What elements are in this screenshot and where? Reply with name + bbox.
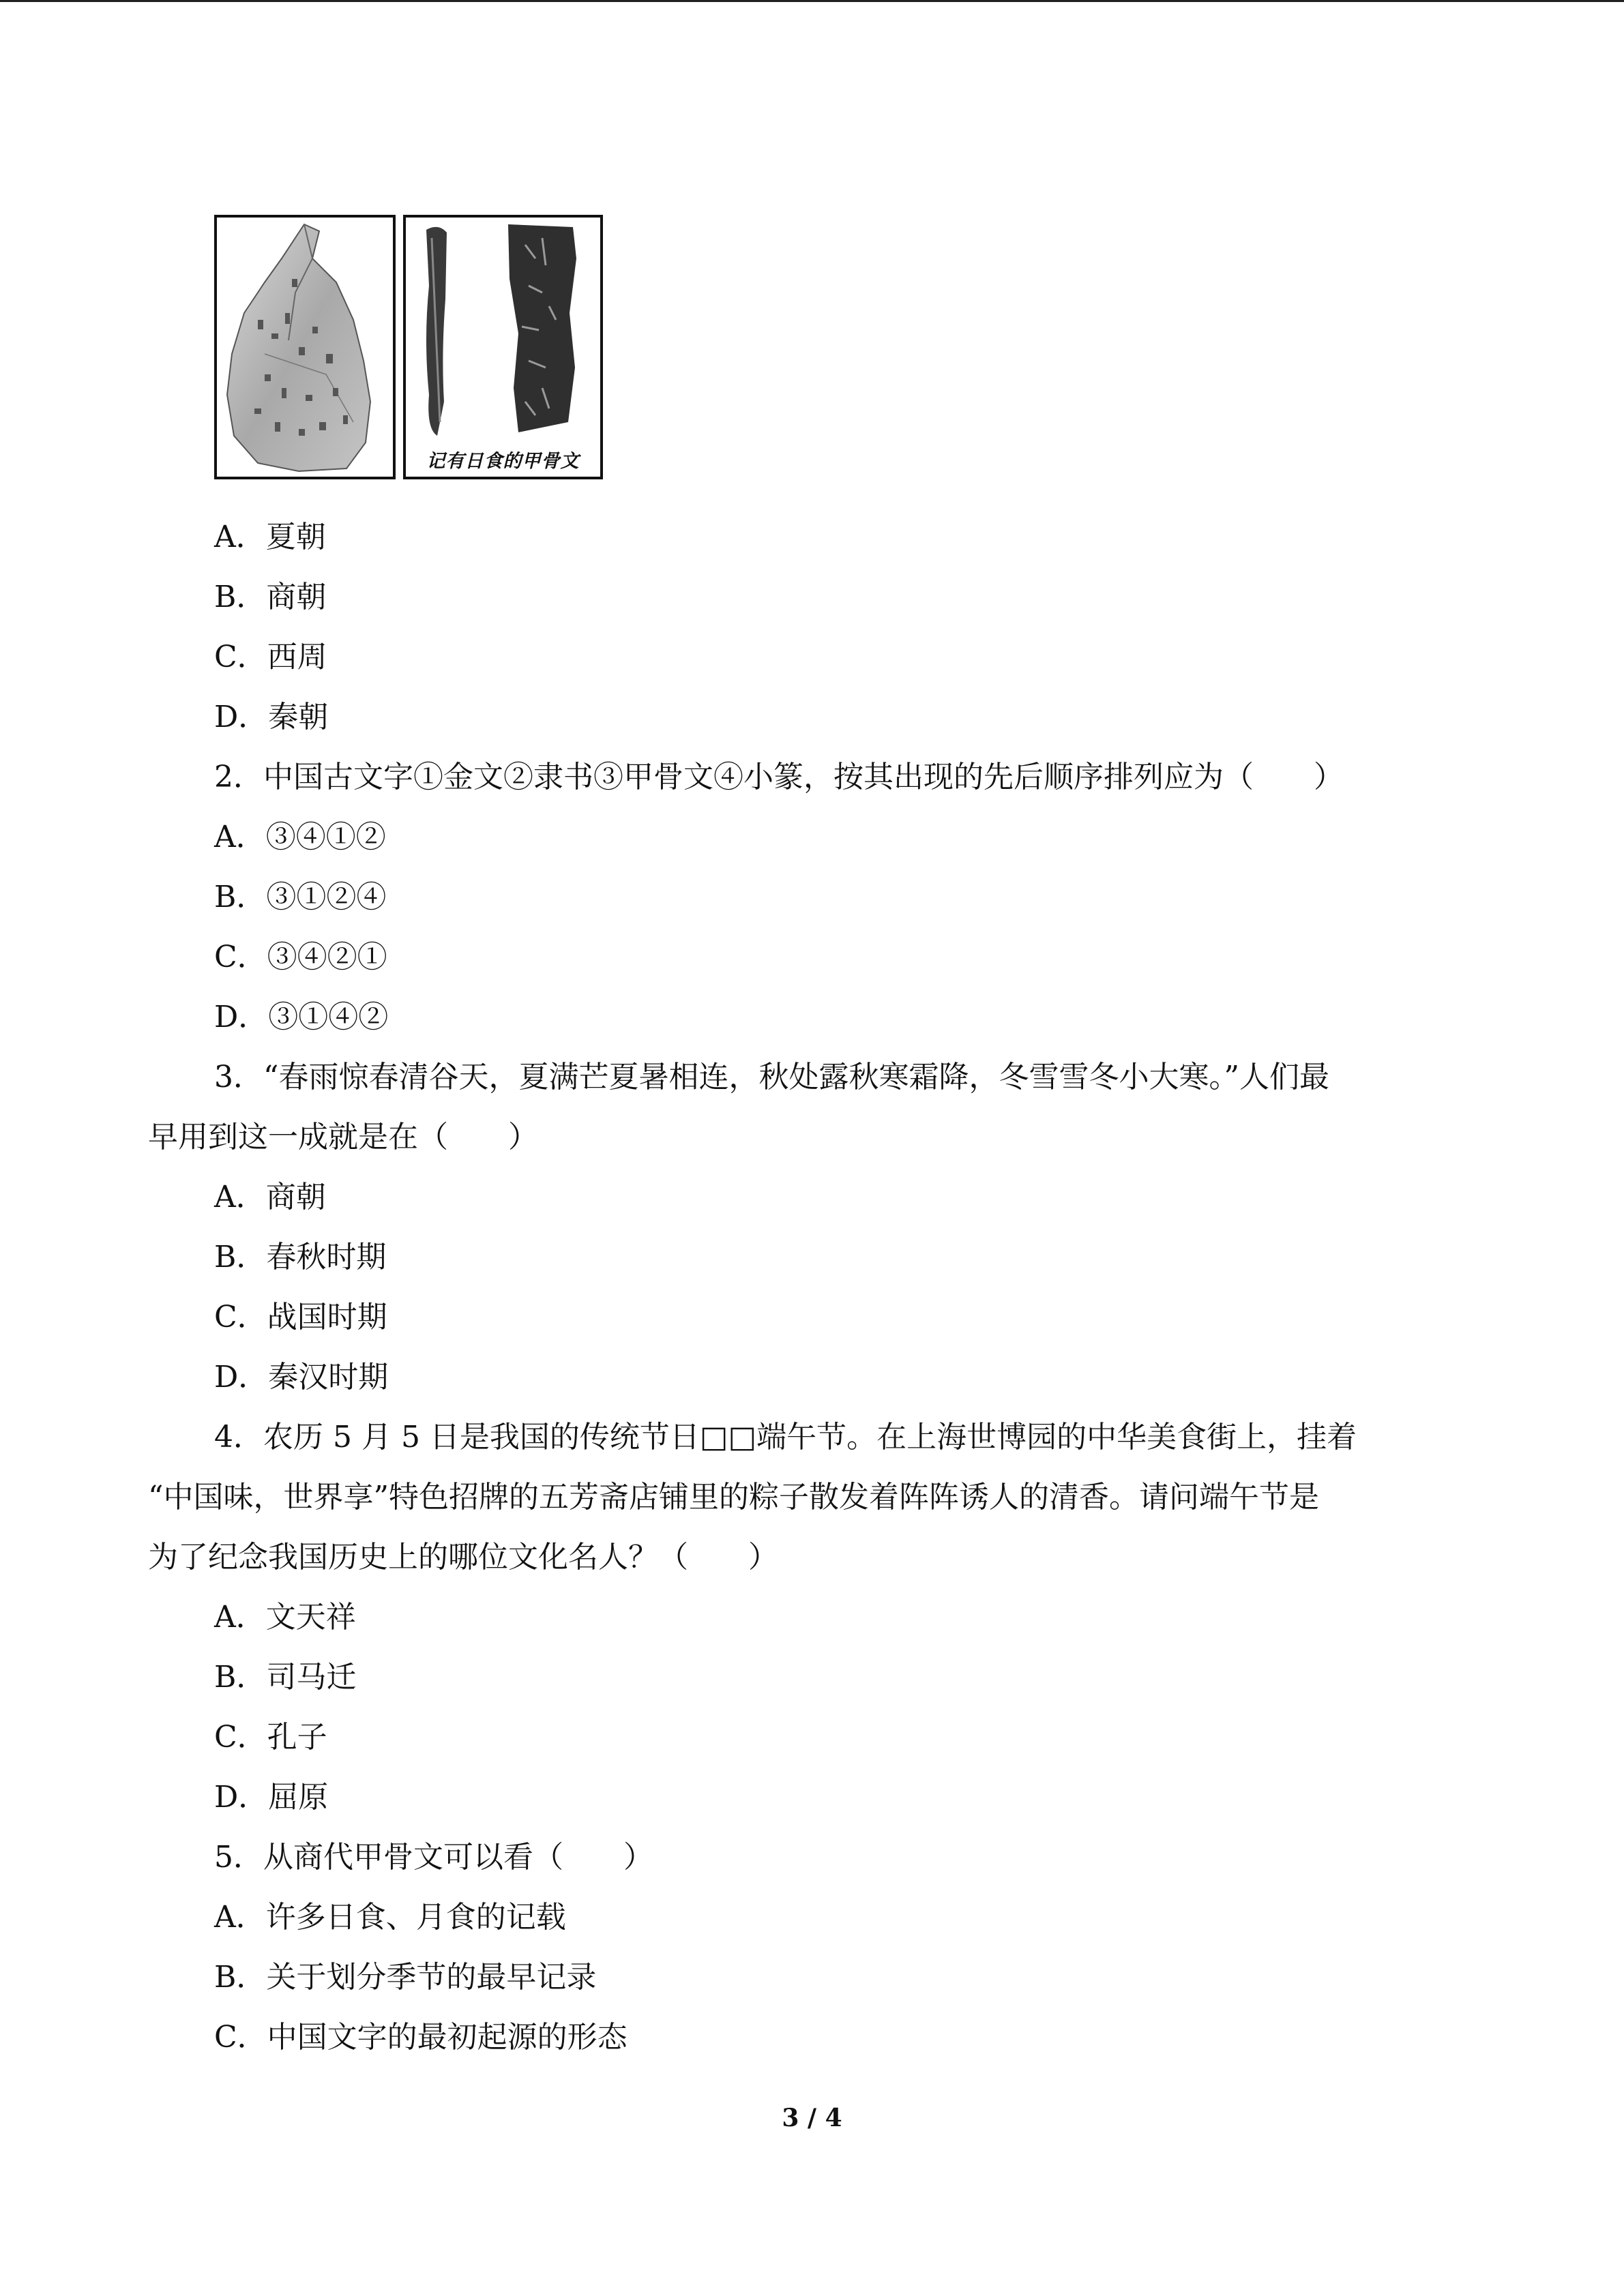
q2-stem: 2．中国古文字①金文②隶书③甲骨文④小篆，按其出现的先后顺序排列应为（ ） [214,760,1344,794]
q3-option-a: A．商朝 [214,1180,326,1214]
q4-option-c: C．孔子 [214,1720,327,1755]
q2-option-d: D．③①④② [214,1000,389,1034]
q2-option-a: A．③④①② [214,820,386,854]
oracle-bone-images [214,215,603,479]
q3-option-b: B．春秋时期 [214,1240,387,1274]
q5-stem: 5．从商代甲骨文可以看（ ） [214,1840,653,1875]
q3-stem-line2: 早用到这一成就是在（ ） [148,1120,538,1154]
page-number: 3 / 4 [782,2104,842,2132]
q3-option-c: C．战国时期 [214,1300,387,1335]
oracle-bone-strips-graphic [406,218,600,443]
q1-option-d: D．秦朝 [214,700,329,734]
q5-option-a: A．许多日食、月食的记载 [214,1900,566,1935]
solar-eclipse-oracle-image [403,215,603,479]
q1-option-b: B．商朝 [214,580,327,614]
q4-option-d: D．屈原 [214,1780,329,1815]
q4-stem-line2: “中国味，世界享”特色招牌的五芳斋店铺里的粽子散发着阵阵诱人的清香。请问端午节是 [148,1480,1319,1515]
q4-stem-line1: 4．农历 5 月 5 日是我国的传统节日□□端午节。在上海世博园的中华美食街上，挂着 [214,1420,1357,1455]
top-border [0,0,1624,2]
q2-option-b: B．③①②④ [214,880,387,914]
oracle-bone-shell-graphic [217,218,393,477]
q5-option-b: B．关于划分季节的最早记录 [214,1960,597,1995]
q1-option-a: A．夏朝 [214,520,326,554]
q1-option-c: C．西周 [214,640,327,674]
q3-stem-line1: 3．“春雨惊春清谷天，夏满芒夏暑相连，秋处露秋寒霜降，冬雪雪冬小大寒。”人们最 [214,1060,1329,1094]
q4-stem-line3: 为了纪念我国历史上的哪位文化名人？（ ） [148,1540,778,1575]
oracle-bone-shell-image [214,215,396,479]
q4-option-b: B．司马迁 [214,1660,357,1695]
image-caption: 记有日食的甲骨文 [426,451,580,472]
q5-option-c: C．中国文字的最初起源的形态 [214,2020,628,2055]
q2-option-c: C．③④②① [214,940,387,974]
q4-option-a: A．文天祥 [214,1600,356,1635]
q3-option-d: D．秦汉时期 [214,1360,389,1395]
